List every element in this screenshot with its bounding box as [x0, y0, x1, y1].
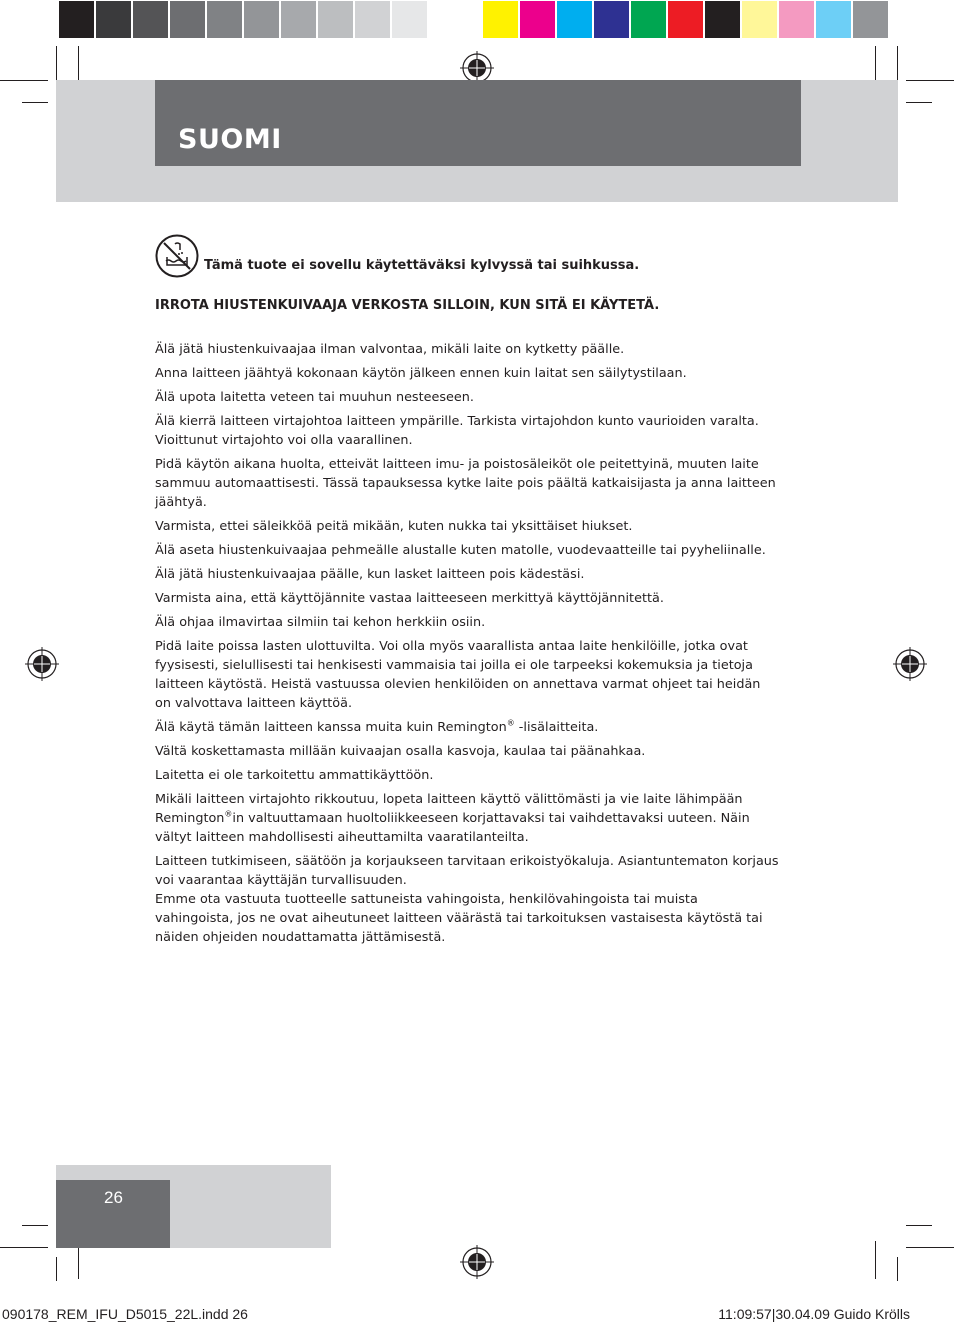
- cord-damage-text: Mikäli laitteen virtajohto rikkoutuu, lopeta laitteen käyttö välittömästi ja vie laite lähimpään Remington: [155, 792, 743, 826]
- instruction-paragraph: Älä upota laitetta veteen tai muuhun nesteeseen.: [155, 390, 474, 405]
- color-swatch: [96, 1, 131, 38]
- no-bath-shower-icon: [155, 234, 199, 278]
- color-swatch: [355, 1, 390, 38]
- instruction-paragraph: Pidä käytön aikana huolta, etteivät laitteen imu- ja poistosäleiköt ole peitettyinä, muuten laite sammuu automaattisesti. Tässä tapauksessa kytke laite pois päältä katkaisijasta ja anna laitteen jäähtyä.: [155, 457, 776, 510]
- instruction-paragraph: Älä aseta hiustenkuivaajaa pehmeälle alustalle kuten matolle, vuodevaatteille tai pyyheliinalle.: [155, 543, 766, 558]
- accessories-text: Älä käytä tämän laitteen kanssa muita kuin Remington: [155, 720, 507, 735]
- color-swatch: [281, 1, 316, 38]
- crop-mark: [22, 1225, 48, 1226]
- instruction-paragraph: Älä jätä hiustenkuivaajaa päälle, kun lasket laitteen pois kädestäsi.: [155, 567, 585, 582]
- color-calibration-bar: [483, 1, 888, 38]
- crop-mark: [897, 46, 898, 81]
- color-swatch: [557, 1, 592, 38]
- registered-mark: ®: [224, 809, 233, 819]
- color-swatch: [668, 1, 703, 38]
- crop-mark: [897, 1257, 898, 1281]
- unplug-heading: IRROTA HIUSTENKUIVAAJA VERKOSTA SILLOIN, KUN SITÄ EI KÄYTETÄ.: [155, 298, 660, 313]
- registration-mark-icon: [25, 647, 59, 681]
- crop-mark: [906, 1247, 954, 1248]
- page-number: 26: [104, 1188, 123, 1207]
- instruction-paragraph: Laitetta ei ole tarkoitettu ammattikäyttöön.: [155, 768, 434, 783]
- crop-mark: [906, 102, 932, 103]
- safety-instructions: [155, 340, 780, 952]
- registered-mark: ®: [506, 718, 515, 728]
- page-title: SUOMI: [178, 124, 282, 155]
- instruction-paragraph: Varmista, ettei säleikköä peitä mikään, kuten nukka tai yksittäiset hiukset.: [155, 519, 633, 534]
- color-swatch: [594, 1, 629, 38]
- crop-mark: [875, 1241, 876, 1279]
- instruction-paragraph: Varmista aina, että käyttöjännite vastaa laitteeseen merkittyä käyttöjännitettä.: [155, 591, 664, 606]
- color-swatch: [244, 1, 279, 38]
- color-swatch: [170, 1, 205, 38]
- color-swatch: [207, 1, 242, 38]
- instruction-paragraph: Älä kierrä laitteen virtajohtoa laitteen ympärille. Tarkista virtajohdon kunto vaurioiden varalta. Vioittunut virtajohto voi olla vaarallinen.: [155, 414, 759, 448]
- instruction-paragraph: Älä jätä hiustenkuivaajaa ilman valvontaa, mikäli laite on kytketty päälle.: [155, 342, 625, 357]
- accessories-text-end: -lisälaitteita.: [514, 720, 599, 735]
- color-swatch: [59, 1, 94, 38]
- cord-damage-text-end: in valtuuttamaan huoltoliikkeeseen korjattavaksi tai vaihdettavaksi uuteen. Näin vältyt laitteen mahdollisesti aiheuttamilta vaaratilanteilta.: [155, 811, 750, 845]
- color-swatch: [631, 1, 666, 38]
- instruction-paragraph: Anna laitteen jäähtyä kokonaan käytön jälkeen ennen kuin laitat sen säilytystilaan.: [155, 366, 687, 381]
- color-swatch: [779, 1, 814, 38]
- slug-filename: 090178_REM_IFU_D5015_22L.indd 26: [2, 1306, 248, 1322]
- liability-paragraph: Emme ota vastuuta tuotteelle sattuneista vahingoista, henkilövahingoista tai muista vahingoista, jos ne ovat aiheutuneet laitteen väärästä tai tarkoituksen vastaisesta käytöstä tai näiden ohjeiden noudattamatta jättämisestä.: [155, 892, 763, 945]
- crop-mark: [906, 1225, 932, 1226]
- grayscale-calibration-bar: [59, 1, 464, 38]
- instruction-paragraph: Pidä laite poissa lasten ulottuvilta. Voi olla myös vaarallista antaa laite henkilöille, jotka ovat fyysisesti, sielullisesti tai henkisesti vammaisia tai joilla ei ole tarpeeksi kokemuksia ja tietoja laitteen käytöstä. Heistä vastuussa olevien henkilöiden on annettava varmat ohjeet tai heidän on valvottava laitteen käyttöä.: [155, 639, 761, 711]
- crop-mark: [56, 46, 57, 81]
- color-swatch: [133, 1, 168, 38]
- registration-mark-icon: [460, 1245, 494, 1279]
- color-swatch: [429, 1, 464, 38]
- color-swatch: [483, 1, 518, 38]
- color-swatch: [742, 1, 777, 38]
- color-swatch: [853, 1, 888, 38]
- repair-paragraph: Laitteen tutkimiseen, säätöön ja korjaukseen tarvitaan erikoistyökaluja. Asiantuntematon korjaus voi vaarantaa käyttäjän turvallisuuden.: [155, 854, 779, 888]
- bath-warning-text: Tämä tuote ei sovellu käytettäväksi kylvyssä tai suihkussa.: [204, 258, 640, 273]
- slug-timestamp: 11:09:57|30.04.09 Guido Krölls: [718, 1306, 910, 1322]
- color-swatch: [392, 1, 427, 38]
- registration-mark-icon: [893, 647, 927, 681]
- cord-damage-paragraph: [155, 790, 780, 847]
- instruction-paragraph: Älä ohjaa ilmavirtaa silmiin tai kehon herkkiin osiin.: [155, 615, 486, 630]
- crop-mark: [906, 80, 954, 81]
- color-swatch: [816, 1, 851, 38]
- crop-mark: [22, 102, 48, 103]
- accessories-paragraph: [155, 718, 780, 737]
- color-swatch: [705, 1, 740, 38]
- color-swatch: [520, 1, 555, 38]
- crop-mark: [56, 1257, 57, 1281]
- instruction-paragraph: Vältä koskettamasta millään kuivaajan osalla kasvoja, kaulaa tai päänahkaa.: [155, 744, 646, 759]
- crop-mark: [0, 80, 48, 81]
- crop-mark: [0, 1247, 48, 1248]
- color-swatch: [318, 1, 353, 38]
